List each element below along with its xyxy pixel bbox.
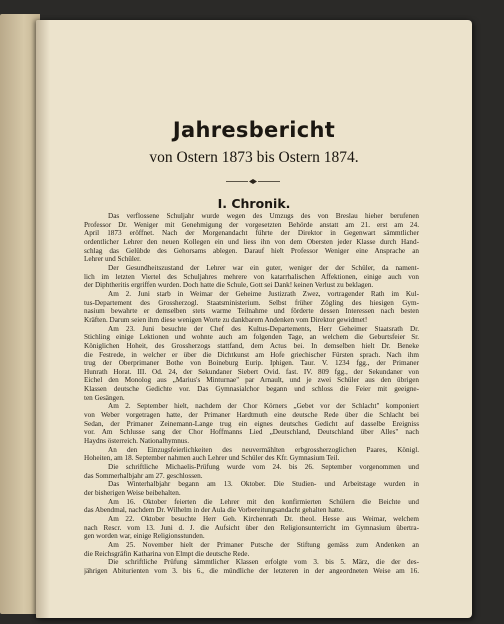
text-line: Am 22. Oktober besuchte Herr Geh. Kirchenrath Dr. theol. Hesse aus Weimar, welchem xyxy=(108,514,419,523)
text-line: ten Gesängen. xyxy=(84,393,125,402)
text-line: tus-Departement des Grossherzogl. Staatsministerium. Selbst früher Zögling des hiesigen Gym- xyxy=(84,298,419,307)
text-line: Am 2. Juni starb in Weimar der Geheime Justizrath Zwez, vortragender Rath im Kul- xyxy=(108,289,419,298)
ornamental-divider xyxy=(226,178,280,185)
text-line: der Diphtheritis ergriffen wurden. Doch hatte die Schule, Gott sei Dank! keinen Verlust zu beklagen. xyxy=(84,281,374,290)
text-line: Hoheiten, am 18. September nahmen auch Lehrer und Schüler des Kfr. Gymnasium Teil. xyxy=(84,454,340,463)
text-line: vor. Am Schlusse sang der Chor Hoffmanns Lied „Deutschland, Deutschland über Alles" nach xyxy=(84,428,419,437)
text-line: Sedan, der Primaner Zeinemann-Lange trug ein eignes deutsches Gedicht auf dasselbe Ereigniss xyxy=(84,419,419,428)
text-line: Kräften. Darum seien ihm diese wenigen Worte zu dankbarem Andenken vom Direktor gewidmet! xyxy=(84,315,368,324)
text-line: nach Rescr. vom 13. Juni d. J. die Aufsicht über den Religionsunterricht im Gymnasium übertra- xyxy=(84,523,419,532)
page-title: Jahresbericht xyxy=(172,118,336,142)
document-page xyxy=(36,20,472,618)
text-line: die Festrede, in welcher er über die Dichtkunst am Hofe griechischer Fürsten sprach. Nach ihm xyxy=(84,350,419,359)
text-line: Klassen deutsche Gedichte vor. Das Gymnasialchor begann und schloss die Feier mit geeigne- xyxy=(84,385,419,394)
body-text xyxy=(84,212,419,576)
text-line: Haydns österreich. Nationalhymnus. xyxy=(84,437,189,446)
text-line: gen worden war, einige Religionsstunden. xyxy=(84,532,205,541)
text-line: jährigen Abiturienten vom 3. bis 6., die mündliche der letzteren in der angeordneten Weise am 16. xyxy=(84,566,419,575)
text-line: Am 2. September hielt, nachdem der Chor Körners „Gebet vor der Schlacht" komponiert xyxy=(108,402,419,411)
text-line: Am 16. Oktober feierten die Lehrer mit den konfirmierten Schülern die Beichte und xyxy=(108,497,419,506)
text-line: Königlichen Hoheit, des Grossherzogs stattfand, dem Actus bei. In demselben hielt Dr. Beneke xyxy=(84,341,419,350)
text-line: Die schriftliche Prüfung sämmtlicher Klassen erfolgte vom 3. bis 5. März, die der des- xyxy=(108,558,419,567)
text-line: Professor Dr. Weniger mit Genehmigung der vorgesetzten Behörde anstatt am 21. erst am 24. xyxy=(84,220,419,229)
page-subtitle: von Ostern 1873 bis Ostern 1874. xyxy=(149,149,359,166)
text-line: Das Winterhalbjahr begann am 13. Oktober. Die Studien- und Arbeitstage wurden in xyxy=(108,480,419,489)
text-line: Stichling einige Lektionen und wohnte auch am folgenden Tage, an welchem die Geburtsfeier Sr. xyxy=(84,333,419,342)
text-line: das Abendmal, nachdem Dr. Wilhelm in der Aula die Vorbereitungsandacht gehalten hatte. xyxy=(84,506,344,515)
page-gutter-shadow xyxy=(36,20,50,618)
text-line: Am 25. November hielt der Primaner Putsche der Stiftung gemäss zum Andenken an xyxy=(108,540,419,549)
text-line: Die schriftliche Michaelis-Prüfung wurde vom 24. bis 26. September vorgenommen und xyxy=(108,463,419,472)
text-line: ordentlicher Lehrer den neuen Kollegen ein und liess ihn von dem Obersten jeder Klasse durch Hand- xyxy=(84,237,419,246)
text-line: Am 23. Juni besuchte der Chef des Kultus-Departements, Herr Geheimer Staatsrath Dr. xyxy=(108,324,419,333)
text-line: nasium bewahrte er demselben stets warme Teilnahme und förderte dessen Interessen nach besten xyxy=(84,307,419,316)
text-line: Eichel den Monolog aus „Marius's Minturnae" par Arnault, und je zwei Schüler aus den übrigen xyxy=(84,376,419,385)
section-heading: I. Chronik. xyxy=(217,196,291,211)
text-line: Lehrer und Schüler. xyxy=(84,255,141,264)
text-line: Das verflossene Schuljahr wurde wegen des Umzugs des von Breslau hieher berufenen xyxy=(108,212,419,220)
facing-page-edge xyxy=(0,14,40,614)
text-line: das Sommerhalbjahr am 27. geschlossen. xyxy=(84,471,203,480)
text-line: Hunrath Horat. III. Od. 24, der Sekundaner Siebert Ovid. fast. IV. 809 fgg., der Sekundaner von xyxy=(84,367,419,376)
text-line: An den Einzugsfeierlichkeiten des neuvermählten erbgrossherzoglichen Paares, Königl. xyxy=(108,445,419,454)
text-line: schlag das Gelübde des Gehorsams ablegen. Darauf hielt Professor Weniger eine Ansprache an xyxy=(84,246,419,255)
text-line: trug der Oberprimaner Bothe von Boineburg Eurip. Iphigen. Taur. V. 1234 fgg., der Primaner xyxy=(84,359,419,368)
text-line: von Weber vorgetragen hatte, der Primaner Hardtmuth eine deutsche Rede über die Schlacht bei xyxy=(84,411,419,420)
text-line: der bisherigen Weise beibehalten. xyxy=(84,489,181,497)
text-line: April 1873 eröffnet. Nach der Morgenandacht führte der Direktor in Gegenwart sämmtlicher xyxy=(84,229,419,238)
text-line: Der Gesundheitszustand der Lehrer war ein guter, weniger der der Schüler, da nament- xyxy=(108,263,419,272)
text-line: die Reichsgräfin Katharina von Elmpt die deutsche Rede. xyxy=(84,549,250,558)
text-line: lich im letzten Viertel des Schuljahres mehrere von katarrhalischen Affektionen, einige auch von xyxy=(84,272,419,281)
